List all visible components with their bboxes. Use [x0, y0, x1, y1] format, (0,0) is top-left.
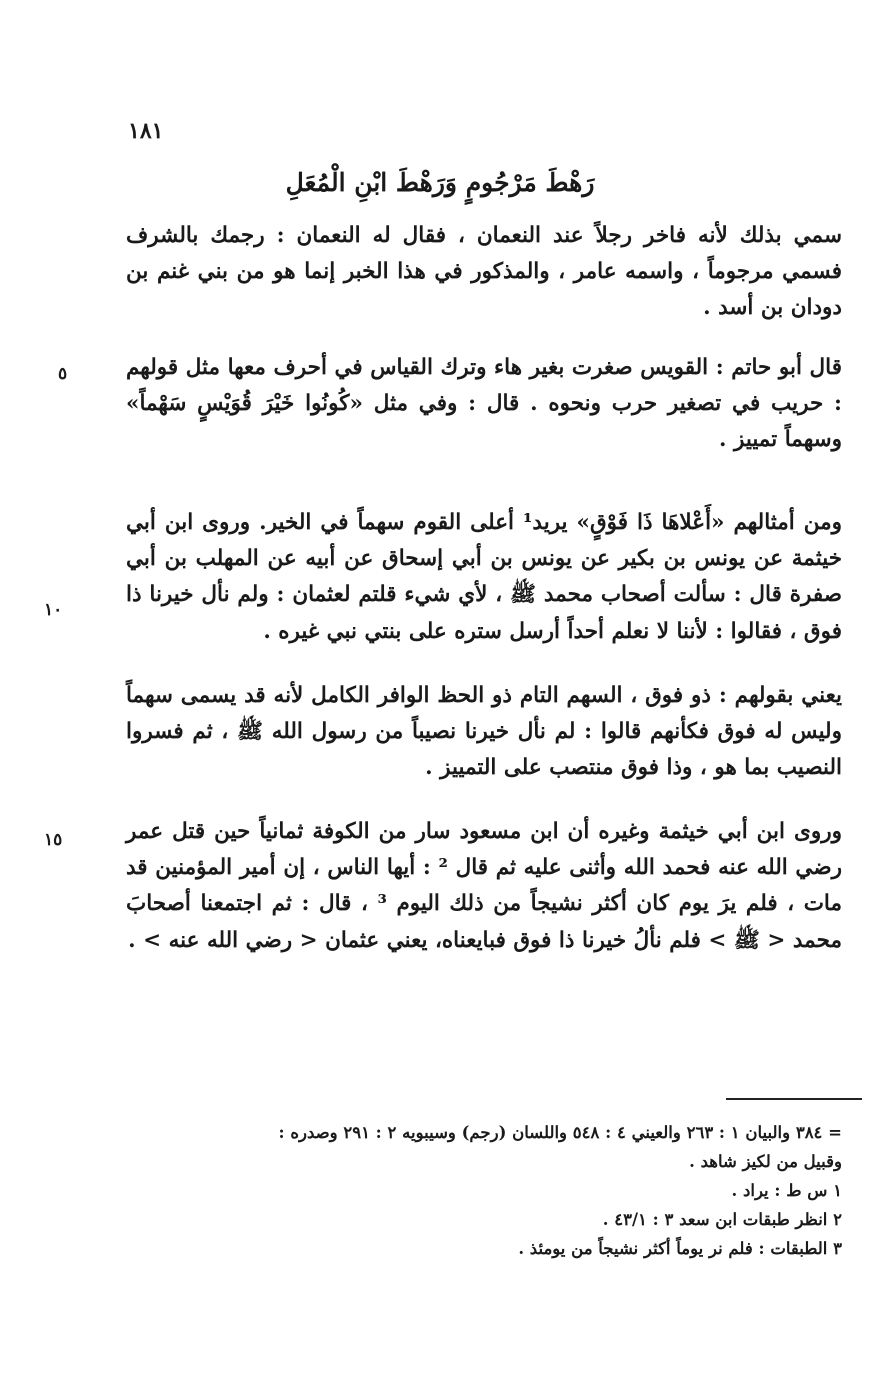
footnote-line: ٢ انظر طبقات ابن سعد ٣ : ٤٣/١ .	[602, 1210, 842, 1229]
footnote-line: ٣ الطبقات : فلم نر يوماً أكثر نشيجاً من يومئذ .	[518, 1239, 842, 1258]
paragraph-text: وروى ابن أبي خيثمة وغيره أن ابن مسعود سار من الكوفة ثمانياً حين قتل عمر رضي الله عنه فحمد الله وأثنى عليه ثم قال ² : أيها الناس ، إن أمير المؤمنين قد مات ، فلم يرَ يوم كان أكثر نشيجاً من ذلك اليوم ³ ، قال : ثم اجتمعنا أصحابَ محمد < ﷺ > فلم نألُ خيرنا ذا فوق فبايعناه، يعني عثمان < رضي الله عنه > .	[126, 819, 842, 953]
paragraph-3	[126, 505, 842, 650]
line-number: ١٥	[44, 830, 63, 850]
footnote-line: ١ س ط : يراد .	[731, 1181, 842, 1200]
paragraph-text: قال أبو حاتم : القويس صغرت بغير هاء وترك القياس في أحرف معها مثل قولهم : حريب في تصغير حرب ونحوه . قال : وفي مثل «كُونُوا خَيْرَ قُوَيْسٍ سَهْماً» وسهماً تمييز .	[126, 355, 842, 453]
section-heading: رَهْطَ مَرْجُومٍ وَرَهْطَ ابْنِ الْمُعَلِ	[285, 168, 595, 197]
page-number: ١٨١	[128, 118, 164, 144]
paragraph-4	[126, 678, 842, 787]
footnotes	[126, 1118, 842, 1263]
paragraph-text: يعني بقولهم : ذو فوق ، السهم التام ذو الحظ الوافر الكامل لأنه قد يسمى سهماً وليس له فوق فكأنهم قالوا : لم نأل خيرنا نصيباً من رسول الله ﷺ ، ثم فسروا النصيب بما هو ، وذا فوق منتصب على التمييز .	[126, 683, 842, 781]
line-number: ٥	[58, 364, 68, 384]
paragraph-2	[126, 350, 842, 459]
paragraph-text: ومن أمثالهم «أَعْلاهَا ذَا فَوْقٍ» يريد¹ أعلى القوم سهماً في الخير. وروى ابن أبي خيثمة عن يونس بن بكير عن يونس بن أبي إسحاق عن أبيه عن المهلب بن أبي صفرة قال : سألت أصحاب محمد ﷺ ، لأي شيء قلتم لعثمان : ولم نأل خيرنا ذا فوق ، فقالوا : لأننا لا نعلم أحداً أرسل ستره على بنتي نبي غيره .	[126, 510, 842, 644]
line-number: ١٠	[44, 600, 63, 620]
footnote-divider	[726, 1098, 862, 1100]
paragraph-text: سمي بذلك لأنه فاخر رجلاً عند النعمان ، فقال له النعمان : رجمك بالشرف فسمي مرجوماً ، واسمه عامر ، والمذكور في هذا الخبر إنما هو من بني غنم بن دودان بن أسد .	[126, 223, 842, 321]
paragraph-1	[126, 218, 842, 327]
footnote-line: وقبيل من لكيز شاهد .	[689, 1152, 842, 1171]
footnote-line: = ٣٨٤ والبيان ١ : ٢٦٣ والعيني ٤ : ٥٤٨ واللسان (رجم) وسيبويه ٢ : ٢٩١ وصدره :	[278, 1123, 842, 1142]
paragraph-5	[126, 814, 842, 959]
